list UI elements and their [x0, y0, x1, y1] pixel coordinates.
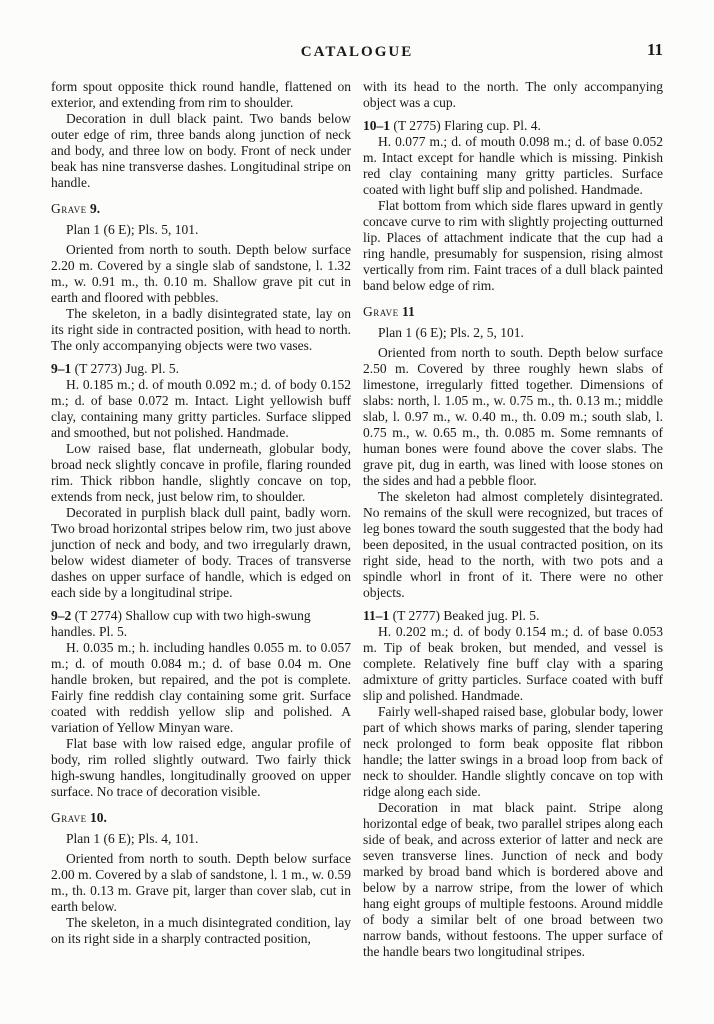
catalogue-entry-heading [51, 361, 351, 377]
grave-heading [363, 304, 663, 320]
left-column [51, 79, 351, 960]
entry-number: 11–1 [363, 608, 390, 623]
paragraph: The skeleton had almost completely disintegrated. No remains of the skull were recognized, but traces of leg bones toward the south suggested that the body had been deposited, in the usual contracted position, on its right side, head to the north, with two pots and a spindle whorl in front of it. There were no other objects. [363, 489, 663, 600]
entry-title: (T 2777) Beaked jug. Pl. 5. [392, 608, 540, 623]
paragraph: Decorated in purplish black dull paint, badly worn. Two broad horizontal stripes below rim, two just above junction of neck and body, and two irregularly drawn, below widest diameter of body. Traces of transverse dashes on upper surface of handle, which is edged on each side by a longitudinal stripe. [51, 505, 351, 600]
running-title: CATALOGUE [300, 44, 414, 60]
grave-heading-word: Grave [363, 304, 399, 319]
plan-reference: Plan 1 (6 E); Pls. 2, 5, 101. [378, 325, 524, 340]
right-column [363, 79, 663, 960]
paragraph: The skeleton, in a much disintegrated condition, lay on its right side in a sharply contracted position, [51, 915, 351, 946]
entry-title: (T 2773) Jug. Pl. 5. [74, 361, 180, 376]
text-block [51, 0, 663, 960]
entry-number: 9–2 [51, 608, 72, 623]
two-column-text [51, 79, 663, 960]
paragraph: H. 0.202 m.; d. of body 0.154 m.; d. of base 0.053 m. Tip of beak broken, but mended, and vessel is complete. Relatively fine buff clay with a sparing admixture of gritty particles. Surface coated with buff slip and polished. Handmade. [363, 624, 663, 703]
paragraph: Decoration in mat black paint. Stripe along horizontal edge of beak, two parallel stripes along each side of beak, and across exterior of latter and neck are seven transverse lines. Junction of neck and body marked by broad band which is bordered above and below by a narrow stripe, from the lower of which hang eight groups of multiple festoons. Around middle of body a similar belt of one broad between two narrow bands, without festoons. The upper surface of the handle bears two longitudinal stripes. [363, 800, 663, 959]
entry-title: (T 2774) Shallow cup with two high-swung handles. Pl. 5. [51, 608, 311, 639]
grave-heading-word: Grave [51, 810, 87, 825]
page-number: 11 [646, 40, 663, 59]
paragraph: form spout opposite thick round handle, flattened on exterior, and extending from rim to shoulder. [51, 79, 351, 110]
plan-reference: Plan 1 (6 E); Pls. 5, 101. [66, 222, 199, 237]
page-header [51, 42, 663, 62]
grave-heading [51, 810, 351, 826]
catalogue-entry-heading [363, 118, 663, 134]
entry-number: 10–1 [363, 118, 390, 133]
paragraph: H. 0.185 m.; d. of mouth 0.092 m.; d. of body 0.152 m.; d. of base 0.072 m. Intact. Light yellowish buff clay, containing many gritty particles. Surface slipped and smoothed, but not polished. Handmade. [51, 377, 351, 440]
paragraph: with its head to the north. The only accompanying object was a cup. [363, 79, 663, 110]
paragraph: Low raised base, flat underneath, globular body, broad neck slightly concave in profile, flaring rounded rim. Thick ribbon handle, slightly concave on top, extends from neck, just below rim, to shoulder. [51, 441, 351, 504]
entry-number: 9–1 [51, 361, 72, 376]
catalogue-entry-heading [363, 608, 663, 624]
grave-heading-number: 9. [89, 201, 101, 216]
plan-reference: Plan 1 (6 E); Pls. 4, 101. [66, 831, 199, 846]
paragraph: Decoration in dull black paint. Two bands below outer edge of rim, three bands along junction of neck and body, and three low on body. Front of neck under beak has nine transverse dashes. Longitudinal stripe on handle. [51, 111, 351, 190]
catalogue-entry-heading [51, 608, 351, 640]
grave-heading [51, 201, 351, 217]
entry-title: (T 2775) Flaring cup. Pl. 4. [393, 118, 541, 133]
paragraph: H. 0.077 m.; d. of mouth 0.098 m.; d. of base 0.052 m. Intact except for handle which is missing. Pinkish red clay containing many gritty particles. Surface coated with light buff slip and polished. Handmade. [363, 134, 663, 197]
grave-heading-number: 11 [401, 304, 415, 319]
grave-heading-number: 10. [89, 810, 107, 825]
grave-heading-word: Grave [51, 201, 87, 216]
paragraph: The skeleton, in a badly disintegrated state, lay on its right side in contracted position, with head to north. The only accompanying objects were two vases. [51, 306, 351, 353]
paragraph: Oriented from north to south. Depth below surface 2.20 m. Covered by a single slab of sandstone, l. 1.32 m., w. 0.91 m., th. 0.10 m. Shallow grave pit cut in earth and floored with pebbles. [51, 242, 351, 305]
paragraph: Oriented from north to south. Depth below surface 2.00 m. Covered by a slab of sandstone, l. 1 m., w. 0.59 m., th. 0.13 m. Grave pit, larger than cover slab, cut in earth below. [51, 851, 351, 914]
paragraph: Oriented from north to south. Depth below surface 2.50 m. Covered by three roughly hewn slabs of limestone, irregularly fitted together. Dimensions of slabs: north, l. 1.05 m., w. 0.75 m., th. 0.13 m.; middle slab, l. 0.97 m., w. 0.40 m., th. 0.09 m.; south slab, l. 0.75 m., w. 0.65 m., th. 0.085 m. Some remnants of human bones were found above the cover slabs. The grave pit, dug in earth, was lined with loose stones on the sides and had a pebble floor. [363, 345, 663, 488]
paragraph: Flat bottom from which side flares upward in gently concave curve to rim with slightly projecting outturned lip. Places of attachment indicate that the cup had a ring handle, presumably for suspension, rising almost vertically from rim. Faint traces of a dull black painted band below edge of rim. [363, 198, 663, 293]
paragraph: Fairly well-shaped raised base, globular body, lower part of which shows marks of paring, slender tapering neck prolonged to form beak opposite flat ribbon handle; the latter swings in a broad loop from back of neck to shoulder. Handle slightly concave on top with ridge along each side. [363, 704, 663, 799]
paragraph: Flat base with low raised edge, angular profile of body, rim rolled slightly outward. Two fairly thick high-swung handles, longitudinally grooved on upper surface. No trace of decoration visible. [51, 736, 351, 799]
paragraph: H. 0.035 m.; h. including handles 0.055 m. to 0.057 m.; d. of mouth 0.084 m.; d. of base 0.04 m. One handle broken, but repaired, and the pot is complete. Fairly fine reddish clay containing some grit. Surface coated with reddish yellow slip and polished. A variation of Yellow Minyan ware. [51, 640, 351, 735]
